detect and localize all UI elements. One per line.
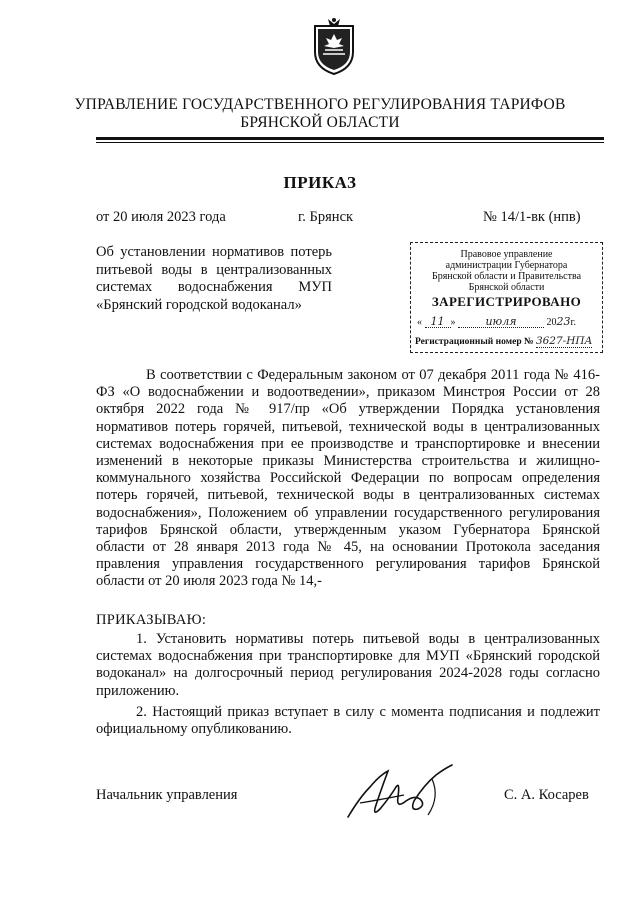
coat-of-arms-icon bbox=[311, 16, 357, 76]
stamp-date-open-quote: « bbox=[417, 317, 422, 328]
stamp-line-3: Брянской области и Правительства bbox=[431, 271, 582, 282]
order-subject: Об установлении нормативов потерь питьевой воды в централизованных системах водоснабжения МУП «Брянский городской водоканал» bbox=[96, 244, 332, 313]
document-title: ПРИКАЗ bbox=[283, 173, 357, 192]
header-line-1: УПРАВЛЕНИЕ ГОСУДАРСТВЕННОГО РЕГУЛИРОВАНИЯ ТАРИФОВ bbox=[74, 96, 566, 113]
registration-stamp bbox=[410, 242, 603, 353]
stamp-date-month: июля bbox=[458, 316, 544, 328]
stamp-registered: ЗАРЕГИСТРИРОВАНО bbox=[431, 294, 582, 309]
stamp-reg-value: 3627-НПА bbox=[535, 335, 593, 347]
order-keyword: ПРИКАЗЫВАЮ: bbox=[96, 612, 207, 628]
order-city: г. Брянск bbox=[298, 209, 354, 225]
stamp-reg-number bbox=[411, 336, 602, 348]
signatory-name: С. А. Косарев bbox=[504, 787, 589, 803]
header-rule-thick bbox=[96, 137, 604, 140]
stamp-line-1: Правовое управление bbox=[460, 249, 553, 260]
stamp-date-day: 11 bbox=[425, 316, 451, 328]
stamp-line-2: администрации Губернатора bbox=[445, 260, 568, 271]
document-header bbox=[60, 96, 580, 132]
stamp-reg-label: Регистрационный номер № bbox=[415, 337, 534, 347]
order-date: от 20 июля 2023 года bbox=[96, 209, 226, 225]
preamble-paragraph: В соответствии с Федеральным законом от 07 декабря 2011 года № 416-ФЗ «О водоснабжении и водоотведении», приказом Минстроя России от 28 октября 2022 года № 917/пр «Об утверждении Порядка установления нормативов потерь горячей, питьевой, технической воды в централизованных системах водоснабжения при ее производстве и транспортировке и внесении изменений в некоторые приказы Министерства строительства и жилищно-коммунального хозяйства Российской Федерации по вопросам определения потерь горячей, питьевой, технической воды в централизованных системах водоснабжения», Положением об управлении государственного регулирования тарифов Брянской области, утвержденным указом Губернатора Брянской области от 28 января 2013 года № 45, на основании Протокола заседания правления управления государственного регулирования тарифов Брянской области от 20 июля 2023 года № 14,- bbox=[96, 367, 600, 590]
order-items bbox=[96, 631, 600, 742]
header-line-2: БРЯНСКОЙ ОБЛАСТИ bbox=[240, 114, 400, 131]
order-number: № 14/1-вк (нпв) bbox=[483, 209, 581, 225]
stamp-date-year-prefix: 20 bbox=[546, 317, 557, 328]
stamp-date-suffix: г. bbox=[570, 317, 576, 328]
stamp-line-4: Брянской области bbox=[468, 282, 545, 293]
handwritten-signature-icon bbox=[340, 757, 460, 827]
order-item-2: 2. Настоящий приказ вступает в силу с момента подписания и подлежит официальному опубликованию. bbox=[96, 703, 600, 738]
stamp-date-year: 23 bbox=[556, 315, 571, 328]
signatory-position: Начальник управления bbox=[96, 787, 238, 803]
stamp-date bbox=[411, 316, 602, 328]
order-item-1: 1. Установить нормативы потерь питьевой воды в централизованных системах водоснабжения при транспортировке для МУП «Брянский городской водоканал» на долгосрочный период регулирования 2024-2028 годы согласно приложению. bbox=[96, 631, 600, 699]
header-rule-thin bbox=[96, 142, 604, 143]
stamp-date-close-quote: » bbox=[450, 317, 456, 328]
